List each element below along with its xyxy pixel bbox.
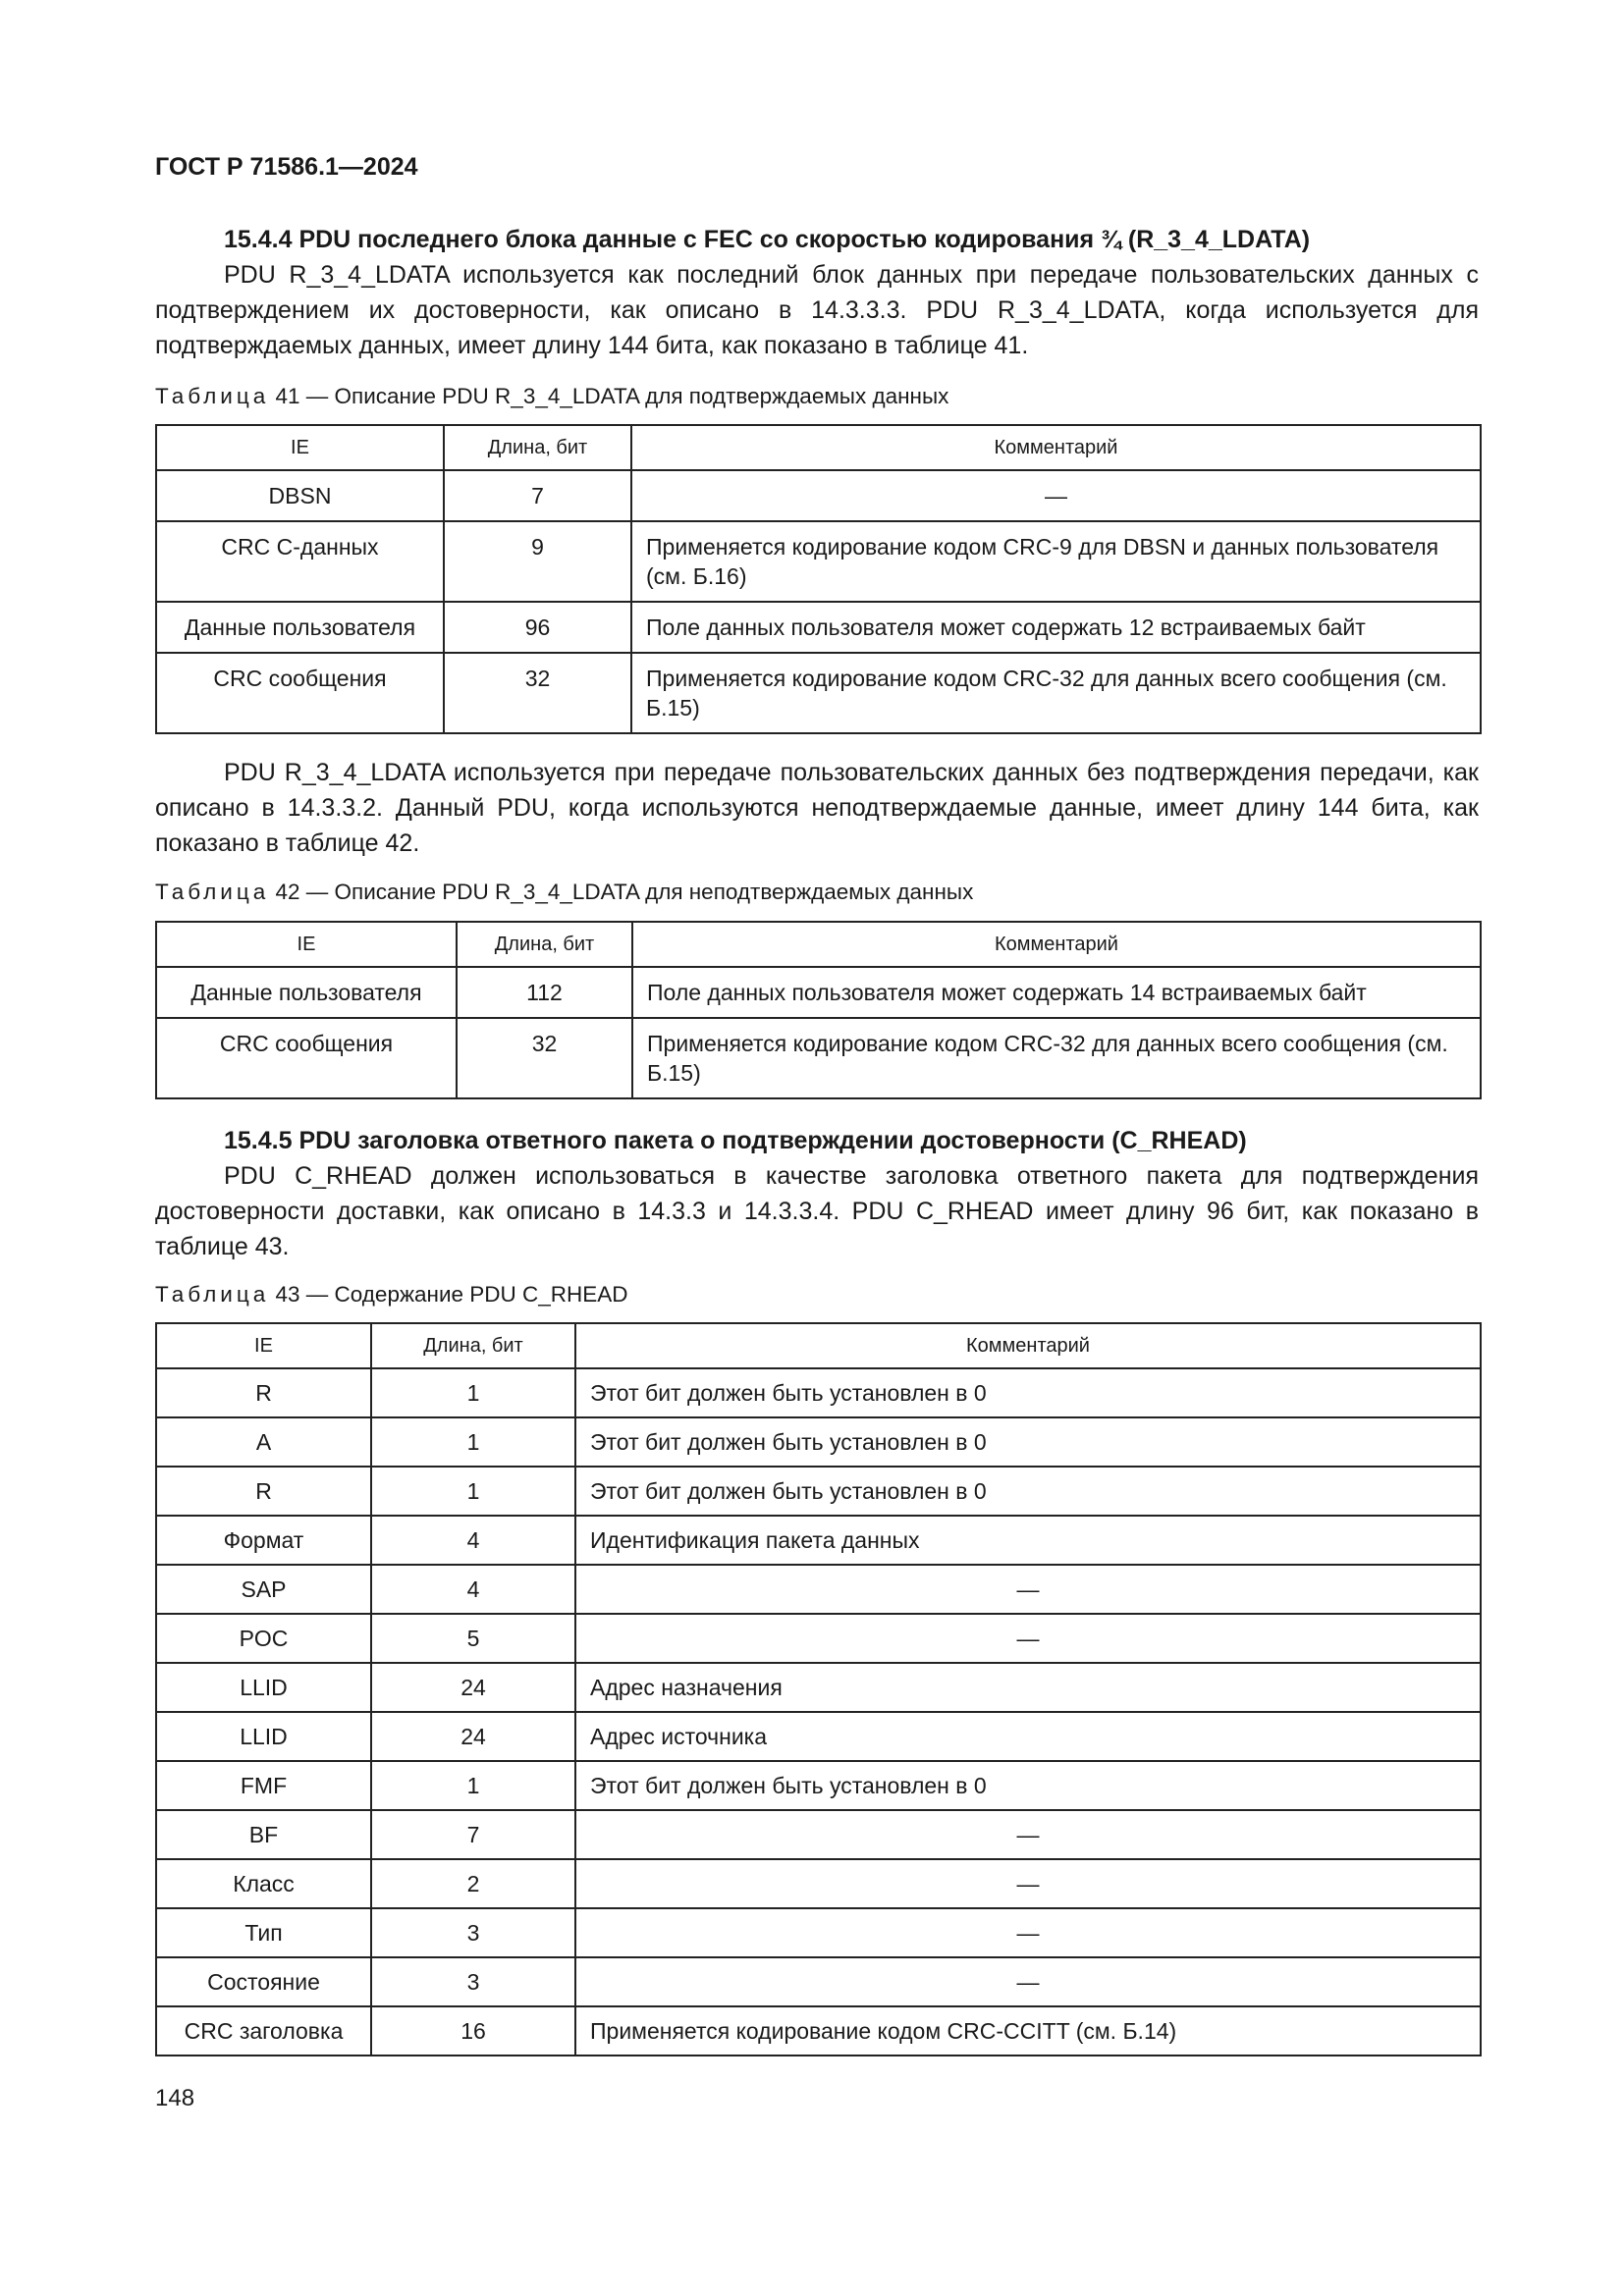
table-row (156, 1712, 1481, 1761)
caption-text: 43 — Содержание PDU C_RHEAD (275, 1282, 628, 1307)
table-cell: 1 (371, 1368, 575, 1417)
table-cell: SAP (156, 1565, 371, 1614)
table-row (156, 1957, 1481, 2006)
table-row (156, 1810, 1481, 1859)
table-cell: — (631, 470, 1481, 521)
table-cell: — (575, 1614, 1481, 1663)
table-cell: — (575, 1859, 1481, 1908)
table-cell: 32 (444, 653, 631, 733)
table-cell: Применяется кодирование кодом CRC-9 для DBSN и данных пользователя (см. Б.16) (631, 521, 1481, 602)
table-cell: 1 (371, 1417, 575, 1467)
table-43 (155, 1322, 1482, 2056)
caption-prefix: Таблица (155, 384, 270, 408)
column-header: IE (156, 425, 444, 470)
table-cell: Применяется кодирование кодом CRC-32 для данных всего сообщения (см. Б.15) (631, 653, 1481, 733)
table-cell: Применяется кодирование кодом CRC-CCITT (см. Б.14) (575, 2006, 1481, 2056)
table-cell: Применяется кодирование кодом CRC-32 для данных всего сообщения (см. Б.15) (632, 1018, 1481, 1098)
table-row (156, 1467, 1481, 1516)
table-row (156, 470, 1481, 521)
column-header: Длина, бит (457, 922, 632, 967)
paragraph: PDU R_3_4_LDATA используется как последний блок данных при передаче пользовательских данных с подтверждением их достоверности, как описано в 14.3.3.3. PDU R_3_4_LDATA, когда используется для подтверждаемых данных, имеет длину 144 бита, как показано в таблице 41. (155, 261, 1479, 359)
table-cell: Идентификация пакета данных (575, 1516, 1481, 1565)
table-cell: 1 (371, 1467, 575, 1516)
section-15-4-4 (155, 222, 1479, 363)
table-row (156, 1614, 1481, 1663)
section-heading: 15.4.4 PDU последнего блока данные с FEC со скоростью кодирования ¾ (R_3_4_LDATA) (224, 226, 1311, 253)
table-cell: BF (156, 1810, 371, 1859)
table-cell: Адрес источника (575, 1712, 1481, 1761)
table-cell: Данные пользователя (156, 602, 444, 653)
table-cell: 24 (371, 1663, 575, 1712)
table-row (156, 1859, 1481, 1908)
table-42 (155, 921, 1482, 1099)
table-cell: 2 (371, 1859, 575, 1908)
table-cell: CRC сообщения (156, 653, 444, 733)
table-cell: A (156, 1417, 371, 1467)
table-row (156, 1417, 1481, 1467)
table-cell: CRC заголовка (156, 2006, 371, 2056)
column-header: Комментарий (575, 1323, 1481, 1368)
table-row (156, 1908, 1481, 1957)
table-cell: CRC сообщения (156, 1018, 457, 1098)
caption-prefix: Таблица (155, 1282, 270, 1307)
table-row (156, 1018, 1481, 1098)
table-cell: 24 (371, 1712, 575, 1761)
table-cell: 7 (444, 470, 631, 521)
table-cell: 16 (371, 2006, 575, 2056)
table-header-row (156, 1323, 1481, 1368)
table-row (156, 602, 1481, 653)
column-header: Длина, бит (444, 425, 631, 470)
section-15-4-5 (155, 1123, 1479, 1264)
column-header: Комментарий (631, 425, 1481, 470)
table-cell: LLID (156, 1712, 371, 1761)
table-caption (155, 384, 948, 409)
table-cell: Адрес назначения (575, 1663, 1481, 1712)
caption-text: 41 — Описание PDU R_3_4_LDATA для подтверждаемых данных (275, 384, 949, 408)
column-header: Комментарий (632, 922, 1481, 967)
table-cell: Состояние (156, 1957, 371, 2006)
table-cell: Поле данных пользователя может содержать 12 встраиваемых байт (631, 602, 1481, 653)
table-cell: FMF (156, 1761, 371, 1810)
column-header: IE (156, 1323, 371, 1368)
table-cell: R (156, 1467, 371, 1516)
table-cell: — (575, 1565, 1481, 1614)
table-cell: CRC С-данных (156, 521, 444, 602)
table-cell: Этот бит должен быть установлен в 0 (575, 1761, 1481, 1810)
table-cell: — (575, 1908, 1481, 1957)
table-cell: R (156, 1368, 371, 1417)
column-header: Длина, бит (371, 1323, 575, 1368)
table-cell: 7 (371, 1810, 575, 1859)
table-cell: 4 (371, 1565, 575, 1614)
table-cell: Данные пользователя (156, 967, 457, 1018)
table-cell: — (575, 1810, 1481, 1859)
paragraph: PDU C_RHEAD должен использоваться в качестве заголовка ответного пакета для подтверждения достоверности доставки, как описано в 14.3.3 и 14.3.3.4. PDU C_RHEAD имеет длину 96 бит, как показано в таблице 43. (155, 1162, 1479, 1260)
table-cell: — (575, 1957, 1481, 2006)
table-cell: POC (156, 1614, 371, 1663)
caption-prefix: Таблица (155, 880, 270, 904)
table-row (156, 1516, 1481, 1565)
table-cell: 4 (371, 1516, 575, 1565)
section-15-4-4-continued (155, 755, 1479, 861)
table-row (156, 2006, 1481, 2056)
document-code: ГОСТ Р 71586.1—2024 (155, 153, 418, 181)
table-row (156, 653, 1481, 733)
table-cell: DBSN (156, 470, 444, 521)
caption-text: 42 — Описание PDU R_3_4_LDATA для неподтверждаемых данных (275, 880, 974, 904)
table-cell: Этот бит должен быть установлен в 0 (575, 1467, 1481, 1516)
table-cell: Этот бит должен быть установлен в 0 (575, 1417, 1481, 1467)
table-cell: 96 (444, 602, 631, 653)
paragraph: PDU R_3_4_LDATA используется при передаче пользовательских данных без подтверждения передачи, как описано в 14.3.3.2. Данный PDU, когда используются неподтверждаемые данные, имеет длину 144 бита, как показано в таблице 42. (155, 759, 1479, 857)
table-cell: Формат (156, 1516, 371, 1565)
table-row (156, 967, 1481, 1018)
table-cell: 1 (371, 1761, 575, 1810)
table-cell: 3 (371, 1957, 575, 2006)
table-row (156, 1565, 1481, 1614)
table-cell: 9 (444, 521, 631, 602)
table-header-row (156, 922, 1481, 967)
table-row (156, 1663, 1481, 1712)
table-cell: Этот бит должен быть установлен в 0 (575, 1368, 1481, 1417)
table-cell: 3 (371, 1908, 575, 1957)
table-row (156, 521, 1481, 602)
section-heading: 15.4.5 PDU заголовка ответного пакета о подтверждении достоверности (C_RHEAD) (224, 1127, 1247, 1154)
table-row (156, 1761, 1481, 1810)
table-cell: Тип (156, 1908, 371, 1957)
table-cell: Класс (156, 1859, 371, 1908)
table-cell: LLID (156, 1663, 371, 1712)
table-header-row (156, 425, 1481, 470)
table-caption (155, 880, 973, 905)
table-41 (155, 424, 1482, 734)
table-row (156, 1368, 1481, 1417)
column-header: IE (156, 922, 457, 967)
table-cell: 5 (371, 1614, 575, 1663)
table-caption (155, 1282, 628, 1308)
page-number: 148 (155, 2085, 195, 2111)
table-cell: 112 (457, 967, 632, 1018)
table-cell: Поле данных пользователя может содержать 14 встраиваемых байт (632, 967, 1481, 1018)
table-cell: 32 (457, 1018, 632, 1098)
